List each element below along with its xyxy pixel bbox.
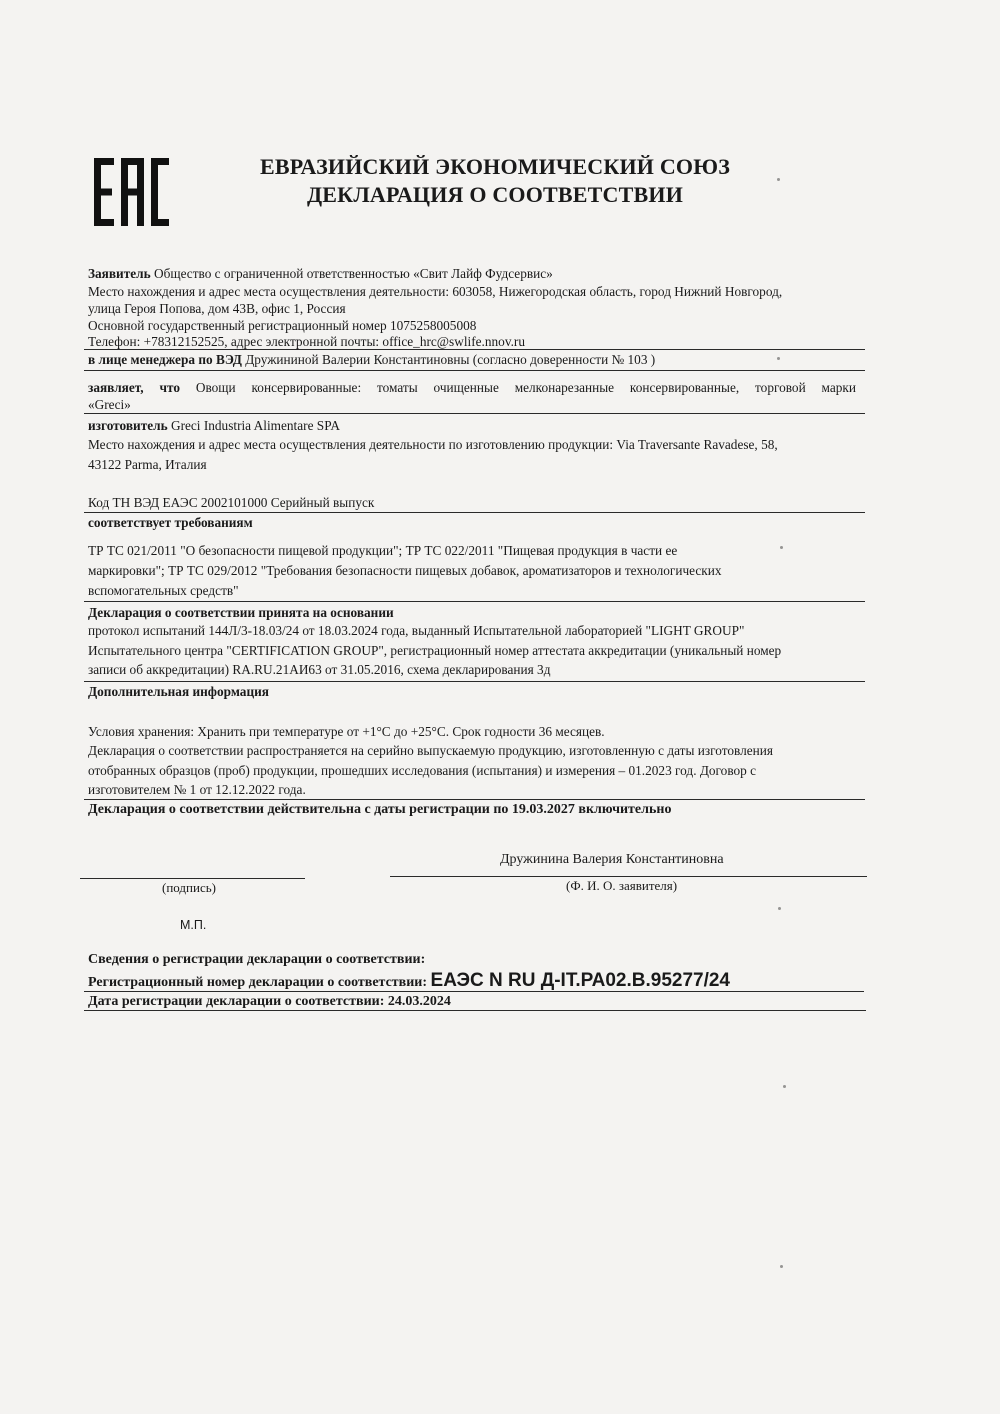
registration-number-value: ЕАЭС N RU Д-IT.РА02.В.95277/24 <box>430 970 730 991</box>
validity-statement <box>88 802 671 818</box>
registration-date-row <box>88 994 451 1010</box>
name-caption: (Ф. И. О. заявителя) <box>566 878 678 893</box>
validity-text: Декларация о соответствии действительна с даты регистрации по 19.03.2027 включительно <box>88 802 672 817</box>
document-title: ДЕКЛАРАЦИЯ О СООТВЕТСТВИИ <box>306 182 684 207</box>
product-description: Овощи консервированные: томаты очищенные мелконарезанные консервированные, торговой марки <box>195 380 857 395</box>
registration-number-label: Регистрационный номер декларации о соответствии: <box>88 975 428 990</box>
requirements-heading-text: соответствует требованиям <box>88 515 253 530</box>
signature-line <box>80 878 305 879</box>
representative-label: в лице менеджера по ВЭД <box>88 352 242 367</box>
requirements-line-3: вспомогательных средств" <box>88 583 239 598</box>
additional-line-2: Декларация о соответствии распространяется на серийно выпускаемую продукцию, изготовленную с даты изготовления <box>88 743 773 758</box>
divider <box>84 512 865 513</box>
eac-logo-icon <box>92 158 170 226</box>
product-brand: «Greci» <box>88 397 131 412</box>
divider <box>84 799 865 800</box>
divider <box>84 413 865 414</box>
signature-caption: (подпись) <box>162 880 216 895</box>
basis-heading-text: Декларация о соответствии принята на основании <box>88 605 394 620</box>
additional-line-4: изготовителем № 1 от 12.12.2022 года. <box>88 782 306 797</box>
applicant-contacts: Телефон: +78312152525, адрес электронной почты: office_hrc@swlife.nnov.ru <box>88 334 526 349</box>
registration-number-row <box>88 970 730 992</box>
divider <box>84 681 865 682</box>
scan-speck <box>780 1265 783 1268</box>
divider <box>84 1010 866 1011</box>
name-line <box>390 876 867 877</box>
applicant-name: Общество с ограниченной ответственностью «Свит Лайф Фудсервис» <box>153 266 553 281</box>
requirements-heading <box>88 515 253 531</box>
scan-speck <box>777 178 780 181</box>
applicant-ogrn: Основной государственный регистрационный номер 1075258005008 <box>88 318 477 333</box>
scan-speck <box>780 546 783 549</box>
scan-speck <box>777 357 780 360</box>
manufacturer-address-2: 43122 Parma, Италия <box>88 457 207 472</box>
manufacturer-name: Greci Industria Alimentare SPA <box>170 418 340 433</box>
basis-line-2: Испытательного центра "CERTIFICATION GROUP", регистрационный номер аттестата аккредитации (уникальный номер <box>88 643 782 658</box>
divider <box>84 370 865 371</box>
divider <box>84 991 864 992</box>
additional-line-3: отобранных образцов (проб) продукции, прошедших исследования (испытания) и измерения – 01.2023 год. Договор с <box>88 763 757 778</box>
storage-conditions: Условия хранения: Хранить при температуре от +1°С до +25°С. Срок годности 36 месяцев. <box>88 724 605 739</box>
registration-heading-text: Сведения о регистрации декларации о соответствии: <box>88 952 426 967</box>
hs-code: Код ТН ВЭД ЕАЭС 2002101000 Серийный выпуск <box>88 495 375 510</box>
scan-speck <box>778 907 781 910</box>
scan-speck <box>783 1085 786 1088</box>
representative-row <box>88 352 655 368</box>
representative-text: Дружининой Валерии Константиновны (согласно доверенности № 103 ) <box>245 352 656 367</box>
basis-heading <box>88 605 394 621</box>
union-title: ЕВРАЗИЙСКИЙ ЭКОНОМИЧЕСКИЙ СОЮЗ <box>259 154 731 179</box>
applicant-address-2: улица Героя Попова, дом 43В, офис 1, Россия <box>88 301 346 316</box>
registration-heading <box>88 952 425 968</box>
declares-label: заявляет, что <box>88 380 180 395</box>
signer-name: Дружинина Валерия Константиновна <box>500 852 724 867</box>
declares-row <box>88 380 856 396</box>
divider <box>84 349 865 350</box>
applicant-row <box>88 266 553 282</box>
requirements-line-2: маркировки"; ТР ТС 029/2012 "Требования безопасности пищевых добавок, ароматизаторов и технологических <box>88 563 722 578</box>
manufacturer-row <box>88 418 340 434</box>
additional-heading <box>88 684 269 700</box>
requirements-line-1: ТР ТС 021/2011 "О безопасности пищевой продукции"; ТР ТС 022/2011 "Пищевая продукция в части ее <box>88 543 678 558</box>
registration-date-value: 24.03.2024 <box>387 994 451 1009</box>
manufacturer-address-1: Место нахождения и адрес места осуществления деятельности по изготовлению продукции: Via Traversante Ravadese, 58, <box>88 437 778 452</box>
applicant-label: Заявитель <box>88 266 151 281</box>
stamp-place: М.П. <box>180 918 207 932</box>
registration-date-label: Дата регистрации декларации о соответствии: <box>88 994 385 1009</box>
divider <box>84 601 865 602</box>
basis-line-3: записи об аккредитации) RA.RU.21АИ63 от 31.05.2016, схема декларирования 3д <box>88 662 551 677</box>
basis-line-1: протокол испытаний 144Л/3-18.03/24 от 18.03.2024 года, выданный Испытательной лабораторией "LIGHT GROUP" <box>88 623 745 638</box>
additional-heading-text: Дополнительная информация <box>88 684 269 699</box>
manufacturer-label: изготовитель <box>88 418 168 433</box>
applicant-address-1: Место нахождения и адрес места осуществления деятельности: 603058, Нижегородская область, город Нижний Новгород, <box>88 284 783 299</box>
